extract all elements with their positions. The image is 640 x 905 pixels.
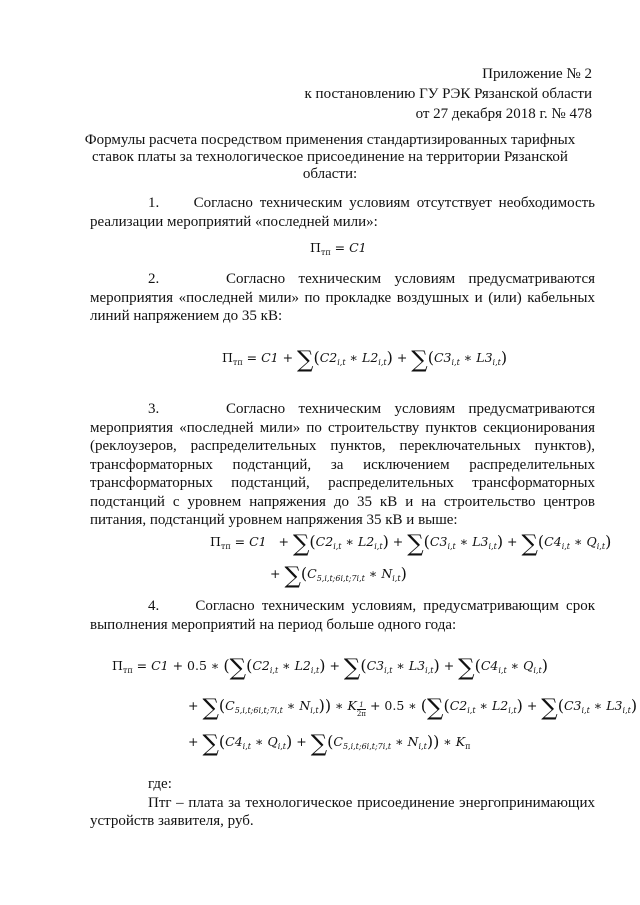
formula-1: $П_{тп} = C1$ xyxy=(310,240,367,257)
appendix-date: от 27 декабря 2018 г. № 478 xyxy=(415,106,592,122)
formula-4-line-3: + $\sum(C4_{i,t}$ ∗ $Q_{i,t}) + \sum(C_{5,i,t;6i,t;7i,t}$ ∗ $N_{i,t}$)) ∗ $K_п$ xyxy=(188,731,471,757)
item-3-line: (реклоузеров, распределительных пунктов, переключательных пунктов), xyxy=(90,438,595,454)
formula-3-line-2: + $\sum(C_{5,i,t;6i,t;7i,t}$ ∗ $N_{i,t}$) xyxy=(270,563,407,589)
item-3-line: подстанций с уровнем напряжения до 35 кВ и на строительство центров xyxy=(90,493,595,510)
formula-2: $П_{тп} = C1 + \sum(C2_{i,t}$ ∗ $L2_{i,t}) + \sum(C3_{i,t}$ ∗ $L3_{i,t}$) xyxy=(222,347,508,373)
item-4-line: выполнения мероприятий на период больше одного года: xyxy=(90,616,457,633)
item-3-line: 3. Согласно техническим условиям предусматриваются xyxy=(148,401,595,417)
item-4 xyxy=(90,597,595,634)
item-2-line: мероприятия «последней мили» по прокладке воздушных и (или) кабельных xyxy=(90,289,595,306)
item-4-line: 4. Согласно техническим условиям, предусматривающим срок xyxy=(148,598,595,614)
item-2 xyxy=(90,270,595,326)
item-3-line: питания, подстанций уровнем напряжения 35 кВ и выше: xyxy=(90,512,458,528)
appendix-header xyxy=(305,64,592,124)
item-1 xyxy=(90,194,595,231)
item-3 xyxy=(90,400,595,530)
formula-4-line-2: + $\sum(C_{5,i,t;6i,t;7i,t}$ ∗ $N_{i,t}$)) ∗ K $\frac{1}{2п}$ + 0.5 ∗ ($\sum(C2_{i,t}$ ∗ $L2_{i,t}) + \sum(C3_{i,t}$ ∗ $L3_{i,t}$) xyxy=(188,695,638,721)
item-3-line: трансформаторных подстанций, распределительных трансформаторных xyxy=(90,475,595,491)
appendix-decree: к постановлению ГУ РЭК Рязанской области xyxy=(304,86,592,102)
k-fraction: $\frac{1}{2п}$ xyxy=(356,701,366,718)
definition-line: Птг – плата за технологическое присоединение энергопринимающих xyxy=(148,794,595,811)
item-2-line: линий напряжением до 35 кВ: xyxy=(90,308,283,324)
definitions-label: где: xyxy=(148,776,172,792)
item-3-line: трансформаторных подстанций, за исключением распределительных xyxy=(90,456,595,473)
document-title: Формулы расчета посредством применения стандартизированных тарифных ставок платы за технологическое присоединение на территории Рязанской области: xyxy=(84,132,576,182)
formula-3-line-1: $П_{тп} = C1 + \sum(C2_{i,t}$ ∗ $L2_{i,t}) + \sum(C3_{i,t}$ ∗ $L3_{i,t}) + \sum(C4_{i,t}$ ∗ $Q_{i,t}$) xyxy=(210,531,612,557)
item-1-line: реализации мероприятий «последней мили»: xyxy=(90,213,378,230)
formula-4-line-1: $П_{тп} = C1 + 0.5$ ∗ ($\sum(C2_{i,t}$ ∗ $L2_{i,t}) + \sum(C3_{i,t}$ ∗ $L3_{i,t}) + \sum(C4_{i,t}$ ∗ $Q_{i,t}$) xyxy=(112,655,548,681)
item-1-line: 1. Согласно техническим условиям отсутствует необходимость xyxy=(148,195,595,211)
item-2-line: 2. Согласно техническим условиям предусматриваются xyxy=(148,271,595,287)
definitions xyxy=(90,775,595,831)
appendix-number: Приложение № 2 xyxy=(482,66,592,82)
item-3-line: мероприятия «последней мили» по строительству пунктов секционирования xyxy=(90,419,595,436)
definition-line: устройств заявителя, руб. xyxy=(90,813,254,829)
